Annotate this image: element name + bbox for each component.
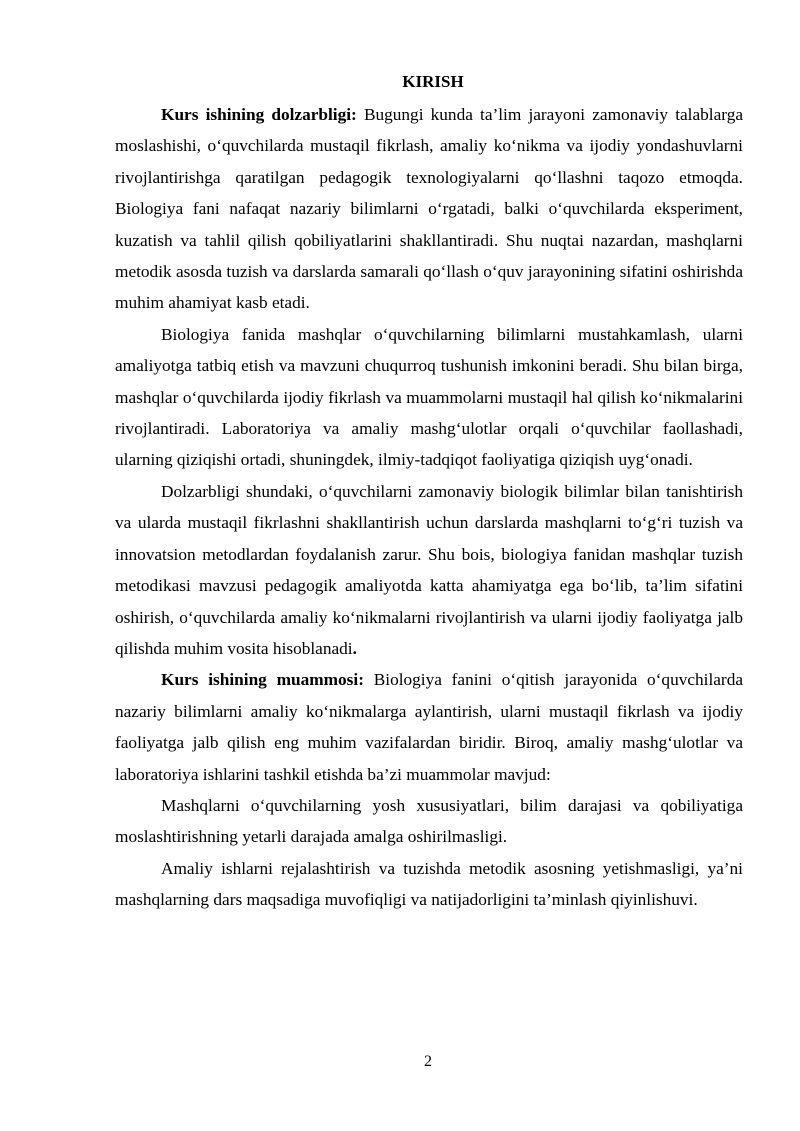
paragraph-problem: [115, 664, 743, 790]
document-page: [115, 72, 743, 916]
paragraph-tail: .: [352, 638, 357, 658]
paragraph-problem-item-2: [115, 853, 743, 916]
paragraph-body: Bugungi kunda ta’lim jarayoni zamonaviy talablarga moslashishi, o‘quvchilarda mustaqil fikrlash, amaliy ko‘nikma va ijodiy yondashuvlarni rivojlantirishga qaratilgan pedagogik texnologiyalarni qo‘llashni taqozo etmoqda. Biologiya fani nafaqat nazariy bilimlarni o‘rgatadi, balki o‘quvchilarda eksperiment, kuzatish va tahlil qilish qobiliyatlarini shakllantiradi. Shu nuqtai nazardan, mashqlarni metodik asosda tuzish va darslarda samarali qo‘llash o‘quv jarayonining sifatini oshirishda muhim ahamiyat kasb etadi.: [115, 105, 744, 313]
page-number: 2: [424, 1053, 432, 1070]
paragraph-body: Dolzarbligi shundaki, o‘quvchilarni zamonaviy biologik bilimlar bilan tanishtirish va ularda mustaqil fikrlashni shakllantirish uchun darslarda mashqlarni to‘g‘ri tuzish va innovatsion metodlardan foydalanish zarur. Shu bois, biologiya fanidan mashqlar tuzish metodikasi mavzusi pedagogik amaliyotda katta ahamiyatga ega bo‘lib, ta’lim sifatini oshirish, o‘quvchilarda amaliy ko‘nikmalarni rivojlantirish va ularni ijodiy faoliyatga jalb qilishda muhim vosita hisoblanadi: [115, 481, 743, 658]
paragraph-relevance: [115, 99, 743, 319]
paragraph-body: Mashqlarni o‘quvchilarning yosh xususiyatlari, bilim darajasi va qobiliyatiga moslashtirishning yetarli darajada amalga oshirilmasligi.: [115, 795, 743, 847]
paragraph-lead: Kurs ishining muammosi:: [161, 670, 364, 690]
section-heading: KIRISH: [402, 72, 464, 91]
paragraph-problem-item-1: [115, 790, 743, 853]
paragraph-lead: Kurs ishining dolzarbligi:: [161, 105, 357, 124]
paragraph-body: Amaliy ishlarni rejalashtirish va tuzishda metodik asosning yetishmasligi, ya’ni mashqlarning dars maqsadiga muvofiqligi va natijadorligini ta’minlash qiyinlishuvi.: [115, 858, 743, 910]
paragraph-exercises: [115, 319, 743, 476]
paragraph-importance: [115, 476, 743, 664]
paragraph-body: Biologiya fanida mashqlar o‘quvchilarning bilimlarni mustahkamlash, ularni amaliyotga tatbiq etish va mavzuni chuqurroq tushunish imkonini beradi. Shu bilan birga, mashqlar o‘quvchilarda ijodiy fikrlash va muammolarni mustaqil hal qilish ko‘nikmalarini rivojlantiradi. Laboratoriya va amaliy mashg‘ulotlar orqali o‘quvchilar faollashadi, ularning qiziqishi ortadi, shuningdek, ilmiy-tadqiqot faoliyatiga qiziqish uyg‘onadi.: [115, 324, 743, 470]
paragraph-body: Biologiya fanini o‘qitish jarayonida o‘quvchilarda nazariy bilimlarni amaliy ko‘nikmalarga aylantirish, ularni mustaqil fikrlash va ijodiy faoliyatga jalb qilish eng muhim vazifalardan biridir. Biroq, amaliy mashg‘ulotlar va laboratoriya ishlarini tashkil etishda ba’zi muammolar mavjud:: [115, 670, 743, 784]
